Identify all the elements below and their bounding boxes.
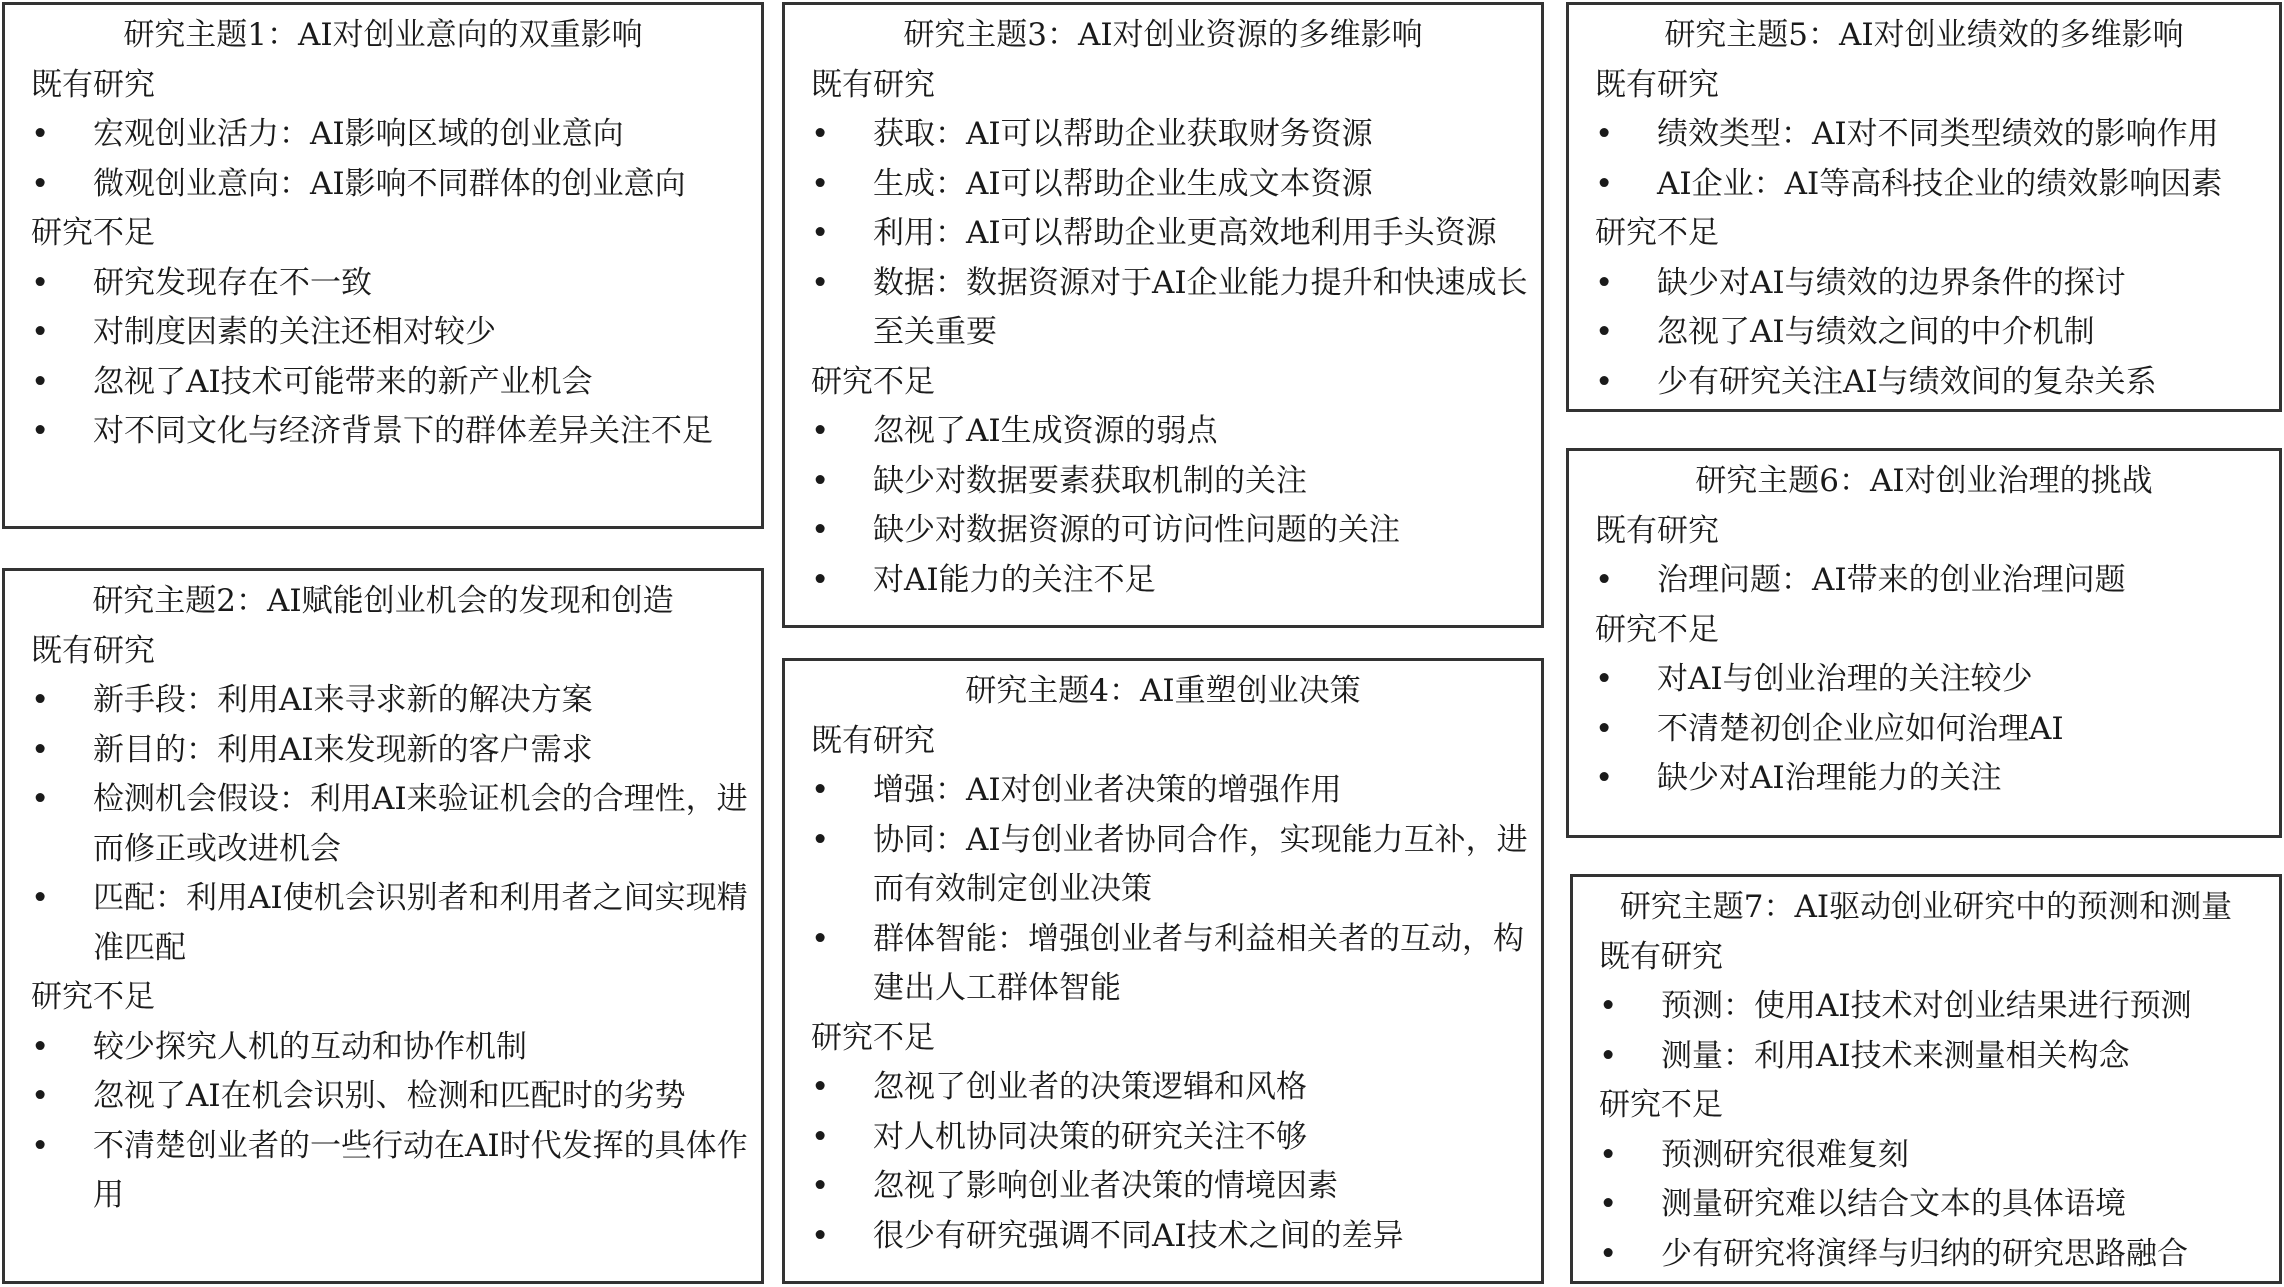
bullet-icon: • — [811, 512, 830, 548]
list-item — [811, 407, 1533, 457]
topic-box-3 — [782, 2, 1544, 628]
bullet-icon: • — [31, 413, 50, 449]
item-text: 群体智能：增强创业者与利益相关者的互动，构建出人工群体智能 — [873, 920, 1524, 1006]
existing-research-label: 既有研究 — [811, 66, 935, 103]
bullet-icon: • — [31, 314, 50, 350]
item-text: 新目的：利用AI来发现新的客户需求 — [93, 731, 593, 768]
topic-title: 研究主题4：AI重塑创业决策 — [965, 673, 1361, 709]
item-text: 对AI与创业治理的关注较少 — [1657, 661, 2033, 697]
bullet-icon: • — [811, 1118, 830, 1155]
bullet-icon: • — [811, 215, 830, 251]
item-text: 研究发现存在不一致 — [93, 264, 372, 301]
item-text: 忽视了AI生成资源的弱点 — [873, 413, 1218, 449]
existing-research-label: 既有研究 — [811, 722, 935, 759]
bullet-icon: • — [1599, 988, 1618, 1024]
bullet-icon: • — [811, 821, 830, 858]
topic-title: 研究主题1：AI对创业意向的双重影响 — [123, 17, 643, 53]
item-text: 忽视了影响创业者决策的情境因素 — [873, 1168, 1338, 1204]
item-text: 微观创业意向：AI影响不同群体的创业意向 — [93, 165, 686, 202]
list-item — [811, 1113, 1533, 1163]
topic-title: 研究主题3：AI对创业资源的多维影响 — [903, 17, 1423, 53]
item-text: 宏观创业活力：AI影响区域的创业意向 — [93, 116, 624, 152]
bullet-icon: • — [811, 264, 830, 301]
list-item — [1599, 1230, 2271, 1280]
bullet-icon: • — [31, 264, 50, 301]
topic-box-4 — [782, 658, 1544, 1284]
item-text: 忽视了AI技术可能带来的新产业机会 — [93, 363, 593, 400]
bullet-icon: • — [811, 1217, 830, 1254]
topic-title: 研究主题6：AI对创业治理的挑战 — [1695, 463, 2153, 499]
research-gaps-label: 研究不足 — [1595, 215, 1719, 251]
list-item — [1595, 259, 2271, 309]
item-text: 对AI能力的关注不足 — [873, 561, 1156, 598]
item-text: 缺少对AI与绩效的边界条件的探讨 — [1657, 264, 2126, 301]
topic-title: 研究主题2：AI赋能创业机会的发现和创造 — [92, 583, 674, 619]
list-item — [811, 259, 1533, 358]
item-text: 增强：AI对创业者决策的增强作用 — [873, 772, 1342, 808]
bullet-icon: • — [31, 1127, 50, 1164]
list-item — [31, 259, 753, 309]
existing-research-label: 既有研究 — [1595, 66, 1719, 103]
list-item — [811, 816, 1533, 915]
item-text: 测量：利用AI技术来测量相关构念 — [1661, 1037, 2130, 1074]
item-text: 测量研究难以结合文本的具体语境 — [1661, 1186, 2126, 1222]
list-item — [811, 556, 1533, 606]
item-text: 预测研究很难复刻 — [1661, 1136, 1909, 1173]
list-item — [811, 1212, 1533, 1262]
research-gaps-label: 研究不足 — [811, 363, 935, 400]
item-text: 获取：AI可以帮助企业获取财务资源 — [873, 116, 1373, 152]
research-gaps-label: 研究不足 — [1599, 1087, 1723, 1123]
item-text: 预测：使用AI技术对创业结果进行预测 — [1661, 988, 2192, 1024]
bullet-icon: • — [1599, 1186, 1618, 1222]
list-item — [1599, 1032, 2271, 1082]
item-text: 对不同文化与经济背景下的群体差异关注不足 — [93, 413, 713, 449]
bullet-icon: • — [1595, 116, 1614, 152]
research-gaps-label: 研究不足 — [31, 979, 155, 1015]
list-item — [811, 1063, 1533, 1113]
bullet-icon: • — [811, 561, 830, 598]
list-item — [1595, 308, 2271, 358]
bullet-icon: • — [811, 1069, 830, 1105]
item-text: 少有研究关注AI与绩效间的复杂关系 — [1657, 363, 2157, 400]
topic-box-1 — [2, 2, 764, 529]
research-gaps-label: 研究不足 — [1595, 611, 1719, 648]
list-item — [1595, 655, 2271, 705]
list-item — [31, 874, 753, 973]
topic-title: 研究主题5：AI对创业绩效的多维影响 — [1664, 17, 2184, 53]
bullet-icon: • — [811, 413, 830, 449]
item-text: 新手段：利用AI来寻求新的解决方案 — [93, 682, 593, 718]
bullet-icon: • — [1595, 562, 1614, 598]
existing-research-label: 既有研究 — [1599, 938, 1723, 975]
list-item — [1595, 754, 2271, 804]
item-text: 生成：AI可以帮助企业生成文本资源 — [873, 165, 1373, 202]
item-text: 不清楚初创企业应如何治理AI — [1657, 710, 2064, 747]
bullet-icon: • — [31, 1078, 50, 1114]
bullet-icon: • — [1599, 1037, 1618, 1074]
list-item — [1599, 1180, 2271, 1230]
bullet-icon: • — [1595, 165, 1614, 202]
item-text: 忽视了创业者的决策逻辑和风格 — [873, 1069, 1307, 1105]
list-item — [811, 209, 1533, 259]
bullet-icon: • — [811, 1168, 830, 1204]
topic-box-5 — [1566, 2, 2282, 412]
item-text: 协同：AI与创业者协同合作，实现能力互补，进而有效制定创业决策 — [873, 821, 1528, 907]
item-text: 缺少对数据资源的可访问性问题的关注 — [873, 512, 1400, 548]
list-item — [31, 1023, 753, 1073]
research-gaps-label: 研究不足 — [31, 215, 155, 251]
list-item — [31, 358, 753, 408]
existing-research-label: 既有研究 — [31, 632, 155, 669]
existing-research-label: 既有研究 — [1595, 512, 1719, 549]
bullet-icon: • — [1599, 1136, 1618, 1173]
item-text: 匹配：利用AI使机会识别者和利用者之间实现精准匹配 — [93, 880, 748, 966]
item-text: 不清楚创业者的一些行动在AI时代发挥的具体作用 — [93, 1127, 748, 1213]
list-item — [811, 506, 1533, 556]
list-item — [31, 308, 753, 358]
item-text: 忽视了AI与绩效之间的中介机制 — [1657, 314, 2095, 350]
list-item — [811, 1162, 1533, 1212]
item-text: 对制度因素的关注还相对较少 — [93, 314, 496, 350]
item-text: 利用：AI可以帮助企业更高效地利用手头资源 — [873, 215, 1497, 251]
bullet-icon: • — [811, 116, 830, 152]
bullet-icon: • — [31, 682, 50, 718]
item-text: 很少有研究强调不同AI技术之间的差异 — [873, 1217, 1404, 1254]
list-item — [1599, 982, 2271, 1032]
bullet-icon: • — [1599, 1235, 1618, 1272]
list-item — [1595, 705, 2271, 755]
item-text: 数据：数据资源对于AI企业能力提升和快速成长至关重要 — [873, 264, 1528, 350]
item-text: 忽视了AI在机会识别、检测和匹配时的劣势 — [93, 1078, 686, 1114]
list-item — [31, 160, 753, 210]
item-text: AI企业：AI等高科技企业的绩效影响因素 — [1657, 165, 2223, 202]
list-item — [31, 110, 753, 160]
list-item — [811, 915, 1533, 1014]
item-text: 缺少对数据要素获取机制的关注 — [873, 462, 1307, 499]
bullet-icon: • — [1595, 710, 1614, 747]
bullet-icon: • — [1595, 363, 1614, 400]
bullet-icon: • — [31, 731, 50, 768]
bullet-icon: • — [31, 165, 50, 202]
list-item — [1595, 110, 2271, 160]
bullet-icon: • — [811, 920, 830, 957]
bullet-icon: • — [811, 462, 830, 499]
bullet-icon: • — [31, 116, 50, 152]
list-item — [811, 766, 1533, 816]
list-item — [31, 676, 753, 726]
bullet-icon: • — [31, 880, 50, 916]
list-item — [31, 407, 753, 457]
bullet-icon: • — [1595, 314, 1614, 350]
item-text: 治理问题：AI带来的创业治理问题 — [1657, 562, 2126, 598]
item-text: 检测机会假设：利用AI来验证机会的合理性，进而修正或改进机会 — [93, 781, 748, 867]
list-item — [31, 1072, 753, 1122]
bullet-icon: • — [31, 363, 50, 400]
bullet-icon: • — [811, 165, 830, 202]
item-text: 对人机协同决策的研究关注不够 — [873, 1118, 1307, 1155]
bullet-icon: • — [31, 781, 50, 817]
item-text: 较少探究人机的互动和协作机制 — [93, 1028, 527, 1065]
list-item — [1595, 358, 2271, 408]
item-text: 少有研究将演绎与归纳的研究思路融合 — [1661, 1235, 2188, 1272]
bullet-icon: • — [31, 1028, 50, 1065]
bullet-icon: • — [811, 772, 830, 808]
bullet-icon: • — [1595, 661, 1614, 697]
list-item — [811, 110, 1533, 160]
topic-title: 研究主题7：AI驱动创业研究中的预测和测量 — [1619, 889, 2233, 925]
topic-box-7 — [1570, 874, 2282, 1284]
bullet-icon: • — [1595, 760, 1614, 796]
bullet-icon: • — [1595, 264, 1614, 301]
list-item — [1599, 1131, 2271, 1181]
topic-box-2 — [2, 568, 764, 1284]
list-item — [31, 726, 753, 776]
list-item — [31, 1122, 753, 1221]
item-text: 绩效类型：AI对不同类型绩效的影响作用 — [1657, 116, 2219, 152]
topic-box-6 — [1566, 448, 2282, 838]
list-item — [1595, 556, 2271, 606]
list-item — [1595, 160, 2271, 210]
list-item — [811, 457, 1533, 507]
existing-research-label: 既有研究 — [31, 66, 155, 103]
list-item — [811, 160, 1533, 210]
research-gaps-label: 研究不足 — [811, 1019, 935, 1056]
list-item — [31, 775, 753, 874]
item-text: 缺少对AI治理能力的关注 — [1657, 760, 2002, 796]
